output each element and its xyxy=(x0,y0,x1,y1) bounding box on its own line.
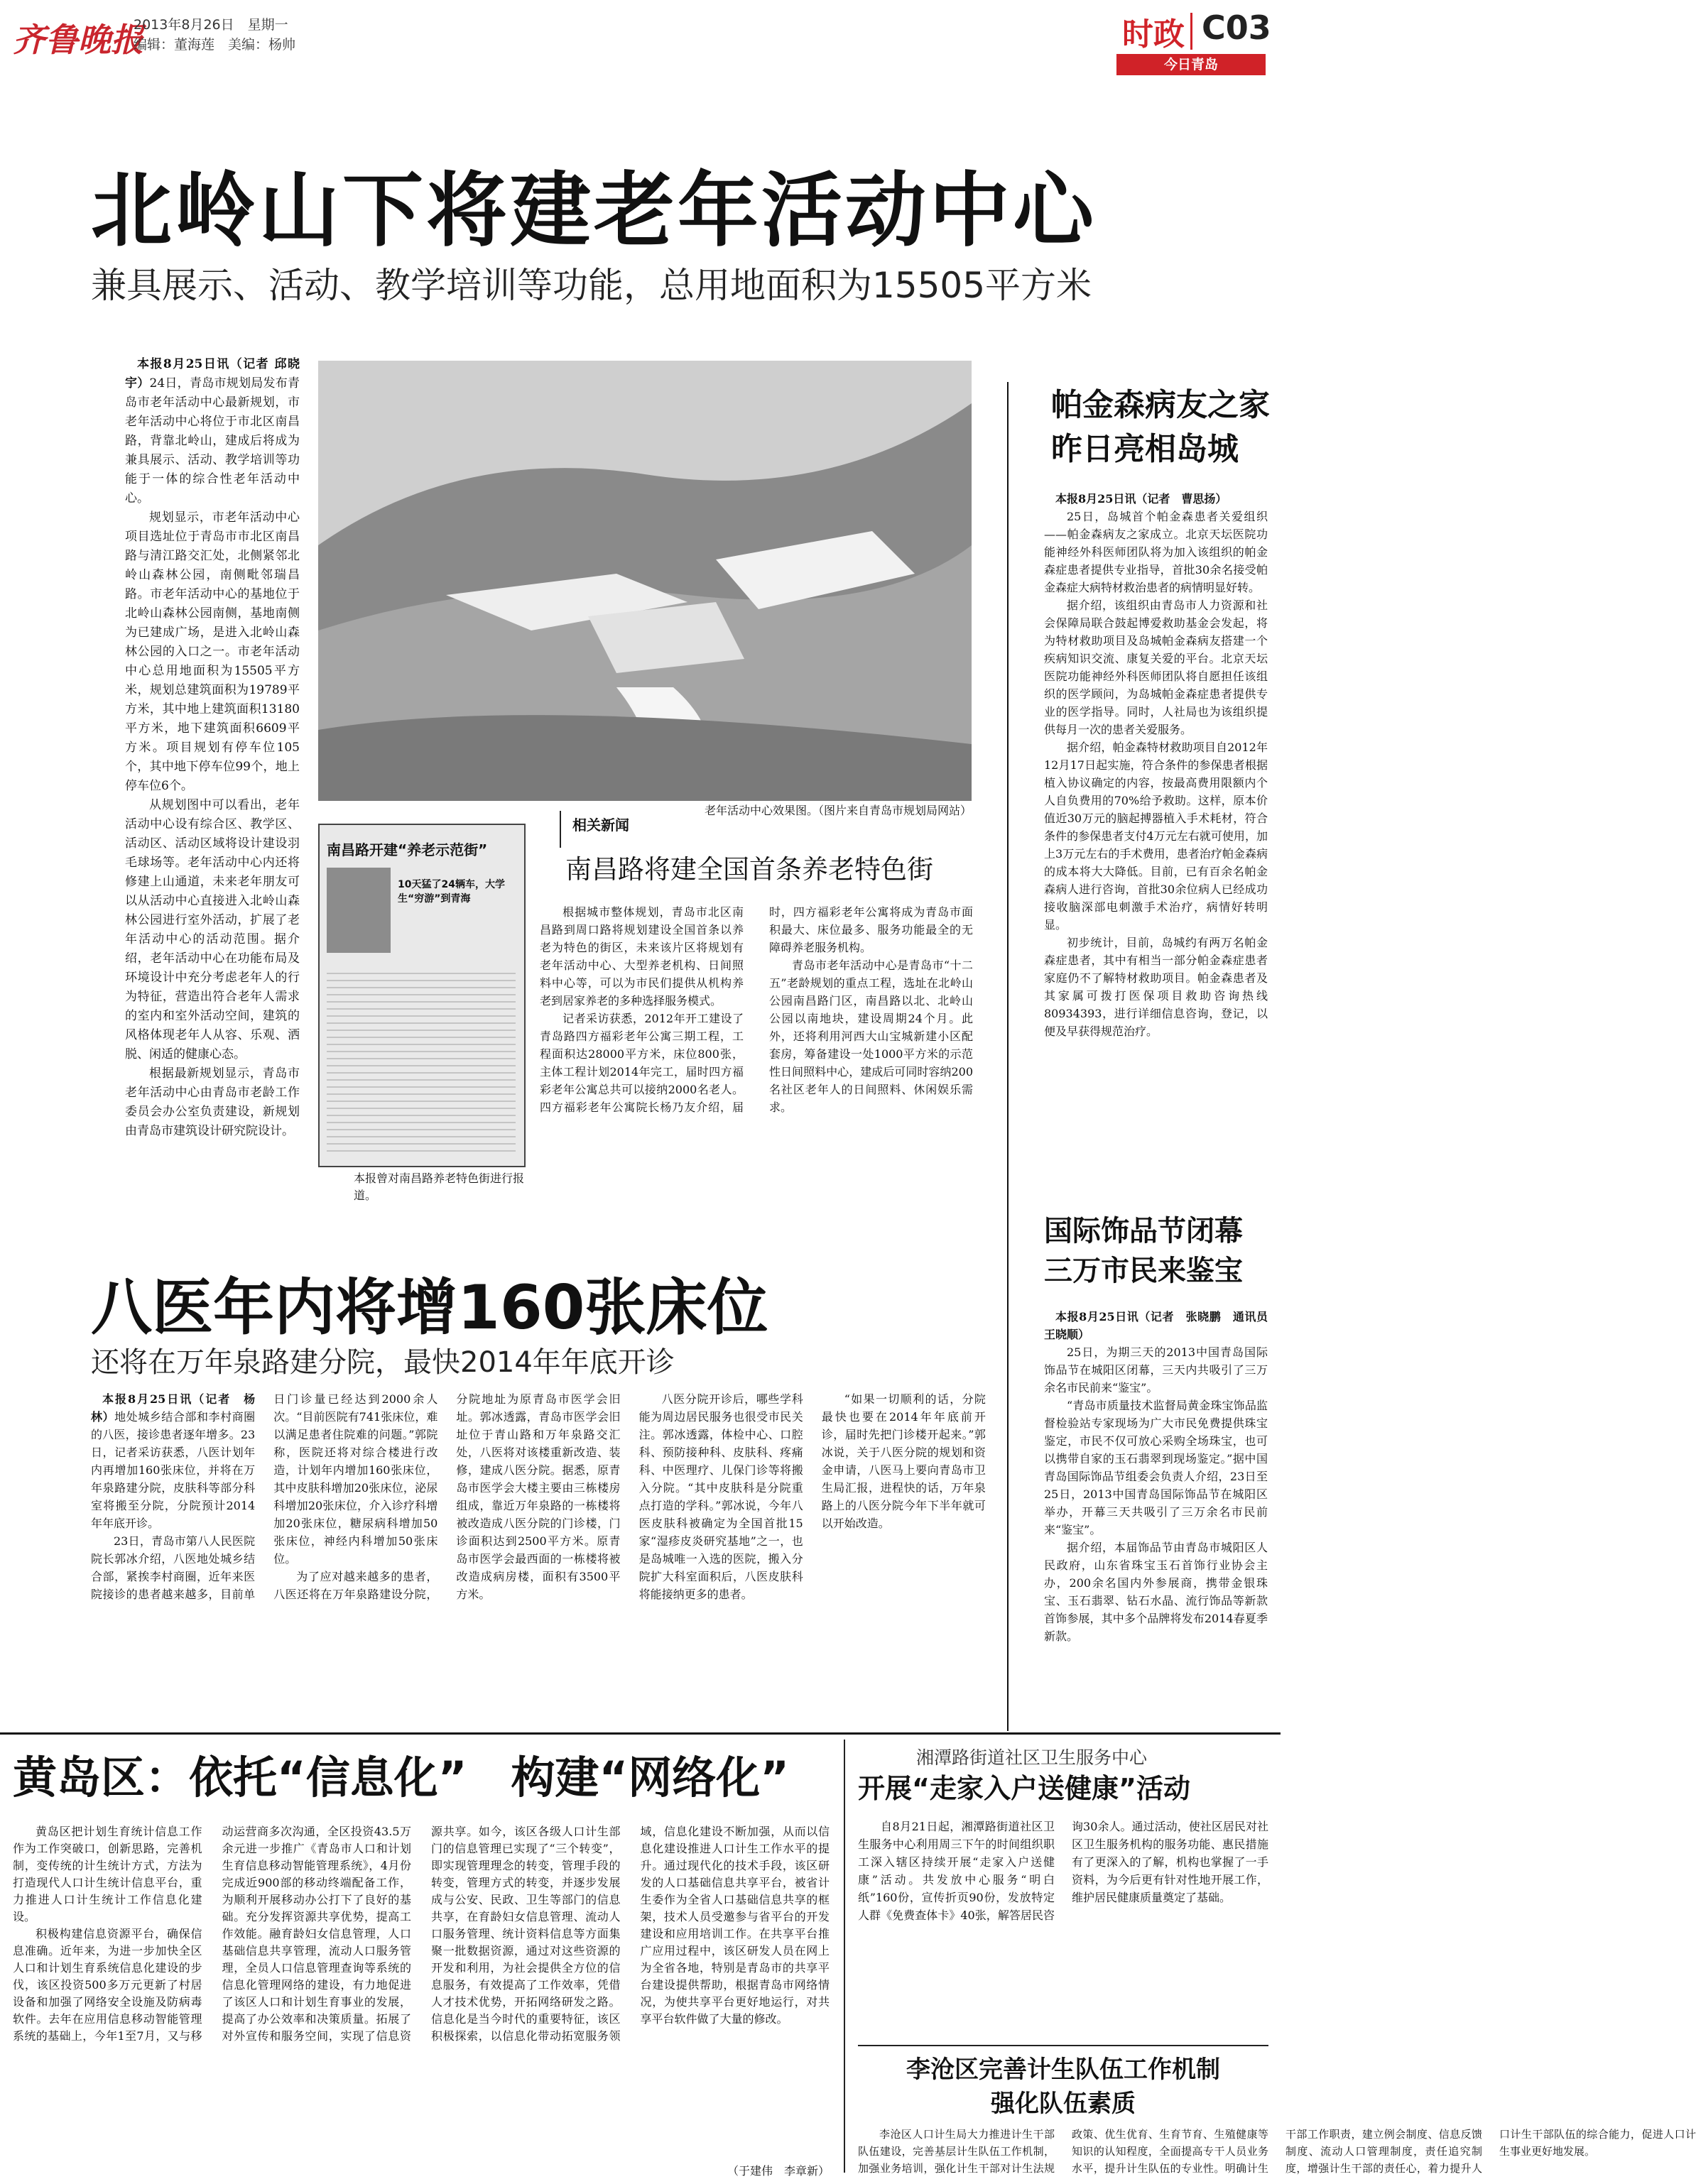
lead-byline: 本报8月25日讯（记者 邱晓宇） xyxy=(125,357,300,391)
hospital-byline: 本报8月25日讯（记者 杨林） xyxy=(91,1392,256,1424)
licang-divider xyxy=(858,2045,1268,2046)
inset-caption: 本报曾对南昌路养老特色街进行报道。 xyxy=(354,1172,525,1202)
jewelry-byline: 本报8月25日讯（记者 张晓鹏 通讯员 王晓顺） xyxy=(1044,1310,1280,1341)
clipping-inset xyxy=(318,824,526,1167)
xiangtan-headline: 开展“走家入户送健康”活动 xyxy=(858,1773,1190,1804)
xiangtan-kicker: 湘潭路街道社区卫生服务中心 xyxy=(916,1747,1148,1768)
section-divider xyxy=(1190,13,1192,50)
huangdao-body: 黄岛区把计划生育统计信息工作作为工作突破口，创新思路，完善机制，变传统的计生统计方式，方法为打造现代人口计生统计信息平台，重力推进人口计生统计工作信息化建设。 积极构建信息资源平台，确保信息准确。近年来，为进一步加快全区人口和计划生育系统信息化建设的步伐，该区投资500多万元更新了村居设备和加强了网络安全设施及防病毒软件。去年在应用信息移动智能管理系统的基础上，今年1至7月，又与移动运营商多次沟通，全区投资43.5万余元进一步推广《青岛市人口和计划生育信息移动智能管理系统》，4月份完成近900部的移动终端配备工作，为顺利开展移动办公打下了良好的基础。充分发挥资源共享优势，提高工作效能。融育龄妇女信息管理，人口基础信息共享管理，流动人口服务管理，全员人口信息管理查询等系统的信息化管理网络的建设，有力地促进了该区人口和计划生育事业的发展，提高了办公效率和决策质量。拓展了对外宣传和服务空间，实现了信息资源共享。如今，该区各级人口计生部门的信息管理已实现了“三个转变”，即实现管理理念的转变，管理手段的转变，管理方式的转变，并逐步发展成与公安、民政、卫生等部门的信息共享，在育龄妇女信息管理、流动人口服务管理、统计资料信息等方面集聚一批数据资源，通过对这些资源的开发和利用，为社会提供全方位的信息服务，有效提高了工作效率，凭借人才技术优势，开拓网络研发之路。信息化是当今时代的重要特征，该区积极探索，以信息化带动拓宽服务领域，信息化建设不断加强，从而以信息化建设推进人口计生工作水平的提升。通过现代化的技术手段，该区研发的人口基础信息共享平台，被省计生委作为全省人口基础信息共享的框架，技术人员受邀参与省平台的开发建设和应用培训工作。在共享平台推广应用过程中，该区研发人员在网上为全省各地，特别是青岛市的共享平台建设提供帮助，根据青岛市网络情况，为使共享平台更好地运行，对共享平台软件做了大量的修改。 xyxy=(13,1825,830,2043)
issue-date: 2013年8月26日 星期一 xyxy=(134,17,288,33)
bottom-section-rule xyxy=(0,1732,1281,1735)
right-column-rule xyxy=(1007,382,1009,1731)
clipping-subheadline: 10天猛了24辆车，大学生“穷游”到青海 xyxy=(398,879,505,905)
parkinson-byline: 本报8月25日讯（记者 曹思扬） xyxy=(1055,492,1227,506)
clipping-text-block xyxy=(327,967,516,1152)
licang-headline-2: 强化队伍素质 xyxy=(991,2090,1136,2118)
clipping-photo xyxy=(327,868,391,953)
rendering-image xyxy=(318,361,972,801)
parkinson-headline-1: 帕金森病友之家 xyxy=(1051,387,1270,423)
related-news-label: 相关新闻 xyxy=(572,817,629,834)
masthead xyxy=(0,0,1281,78)
licang-body: 李沧区人口计生局大力推进计生干部队伍建设，完善基层计生队伍工作机制，加强业务培训，强化计生干部对计生法规政策、优生优育、生育节育、生殖健康等知识的认知程度，全面提高专干人员业务水平，提升计生队伍的专业性。明确计生干部工作职责，建立例会制度、信息反馈制度、流动人口管理制度，责任追究制度，增强计生干部的责任心，着力提升人口计生干部队伍的综合能力，促进人口计生事业更好地发展。 xyxy=(858,2128,1696,2175)
jewelry-headline-1: 国际饰品节闭幕 xyxy=(1044,1215,1243,1247)
editors: 编辑：董海莲 美编：杨帅 xyxy=(134,37,296,53)
clipping-headline: 南昌路开建“养老示范街” xyxy=(327,841,488,858)
related-divider xyxy=(560,811,561,848)
lead-headline: 北岭山下将建老年活动中心 xyxy=(91,163,1097,258)
bottom-vertical-rule xyxy=(844,1740,845,2173)
newspaper-logo: 齐鲁晚报 xyxy=(13,21,143,59)
related-body: 根据城市整体规划，青岛市北区南昌路到周口路将规划建设全国首条以养老为特色的街区，未来该片区将规划有老年活动中心、大型养老机构、日间照料中心等，可以为市民们提供从机构养老到居家养老的多种选择服务模式。 记者采访获悉，2012年开工建设了青岛路四方福彩老年公寓三期工程，工程面积达28000平方米，床位800张，主体工程计划2014年完工，届时四方福彩老年公寓总共可以接纳2000名老人。四方福彩老年公寓院长杨乃友介绍，届时，四方福彩老年公寓将成为青岛市面积最大、床位最多、服务功能最全的无障碍养老服务机构。 青岛市老年活动中心是青岛市“十二五”老龄规划的重点工程，选址在北岭山公园南昌路门区，南昌路以北、北岭山公园以南地块，建设周期24个月。此外，还将利用河西大山宝城新建小区配套房，筹备建设一处1000平方米的示范性日间照料中心，建成后可同时容纳200名社区老年人的日间照料、休闲娱乐需求。 xyxy=(540,905,973,1114)
section-name: 时政 xyxy=(1122,16,1185,53)
xiangtan-body: 自8月21日起，湘潭路街道社区卫生服务中心利用周三下午的时间组织职工深入辖区持续开展“走家入户送健康”活动。共发放中心服务“明白纸”160份，宣传折页90份，发放特定人群《免费查体卡》40张，解答居民咨询30余人。通过活动，使社区居民对社区卫生服务机构的服务功能、惠民措施有了更深入的了解，机构也掌握了一手资料，为今后更有针对性地开展工作，维护居民健康质量奠定了基础。 xyxy=(858,1820,1268,1922)
jewelry-body: 本报8月25日讯（记者 张晓鹏 通讯员 王晓顺） 25日，为期三天的2013中国青岛国际饰品节在城阳区闭幕，三天内共吸引了三万余名市民前来“鉴宝”。 “青岛市质量技术监督局黄金珠宝饰品监督检验站专家现场为广大市民免费提供珠宝鉴定，市民不仅可放心采购全场珠宝，也可以携带自家的玉石翡翠到现场鉴定。”据中国青岛国际饰品节组委会负责人介绍，23日至25日，2013中国青岛国际饰品节在城阳区举办，开幕三天共吸引了三万余名市民前来“鉴宝”。 据介绍，本届饰品节由青岛市城阳区人民政府，山东省珠宝玉石首饰行业协会主办，200余名国内外参展商，携带金银珠宝、玉石翡翠、钻石水晶、流行饰品等新款首饰参展，其中多个品牌将发布2014春夏季新款。 xyxy=(1044,1310,1280,1643)
huangdao-headline: 黄岛区：依托“信息化” 构建“网络化” xyxy=(13,1752,789,1803)
parkinson-body: 本报8月25日讯（记者 曹思扬） 25日，岛城首个帕金森患者关爱组织——帕金森病友之家成立。北京天坛医院功能神经外科医师团队将为加入该组织的帕金森症患者提供专业指导，首批30余名接受帕金森症大病特材救治患者的病情明显好转。 据介绍，该组织由青岛市人力资源和社会保障局联合鼓起博爱救助基金会发起，将为特材救助项目及岛城帕金森病友搭建一个疾病知识交流、康复关爱的平台。北京天坛医院功能神经外科医师团队将自愿担任该组织的医学顾问，为岛城帕金森症患者提供专业的医学指导。同时，人社局也为该组织提供每月一次的患者关爱服务。 据介绍，帕金森特材救助项目自2012年12月17日起实施，符合条件的参保患者根据植入协议确定的内容，按最高费用限额内个人自负费用的70%给予救助。这样，原本价值近30万元的脑起搏器植入手术耗材，符合条件的参保患者支付4万元左右就可使用，加上3万元左右的手术费用，患者治疗帕金森病的成本将大大降低。目前，已有百余名帕金森病人进行咨询，首批30余位病人已经成功接收脑深部电刺激手术治疗，病情好转明显。 初步统计，目前，岛城约有两万名帕金森症患者，其中有相当一部分帕金森症患者家庭仍不了解特材救助项目。帕金森患者及其家属可拨打医保项目救助咨询热线80934393，进行详细信息咨询，登记，以便及早获得规范治疗。 xyxy=(1044,492,1268,1038)
lead-subheadline: 兼具展示、活动、教学培训等功能，总用地面积为15505平方米 xyxy=(91,265,1092,306)
licang-headline-1: 李沧区完善计生队伍工作机制 xyxy=(906,2055,1220,2084)
subsection-tab: 今日青岛 xyxy=(1116,54,1266,75)
hospital-subheadline: 还将在万年泉路建分院，最快2014年年底开诊 xyxy=(91,1346,675,1379)
lead-body-left: 本报8月25日讯（记者 邱晓宇）24日，青岛市规划局发布青岛市老年活动中心最新规划，市老年活动中心将位于市北区南昌路，背靠北岭山，建成后将成为兼具展示、活动、教学培训等功能于一体的综合性老年活动中心。 规划显示，市老年活动中心项目选址位于青岛市市北区南昌路与清江路交汇处，北侧紧邻北岭山森林公园，南侧毗邻瑞昌路。市老年活动中心的基地位于北岭山森林公园南侧，基地南侧为已建成广场，是进入北岭山森林公园的入口之一。市老年活动中心总用地面积为15505平方米，规划总建筑面积为19789平方米，其中地上建筑面积13180平方米，地下建筑面积6609平方米。项目规划有停车位105个，其中地下停车位99个，地上停车位6个。 从规划图中可以看出，老年活动中心设有综合区、教学区、活动区、活动区域将设计建设羽毛球场等。老年活动中心内还将修建上山通道，未来老年朋友可以从活动中心直接进入北岭山森林公园进行室外活动，扩展了老年活动中心的活动范围。据介绍，老年活动中心在功能布局及环境设计中充分考虑老年人的行为特征，营造出符合老年人需求的室内和室外活动空间，建筑的风格体现老年人从容、乐观、洒脱、闲适的健康心态。 根据最新规划显示，青岛市老年活动中心由青岛市老龄工作委员会办公室负责建设，新规划由青岛市建筑设计研究院设计。 xyxy=(125,357,300,1138)
activity-center-rendering xyxy=(318,361,972,801)
parkinson-headline-2: 昨日亮相岛城 xyxy=(1051,431,1239,467)
hospital-headline: 八医年内将增160张床位 xyxy=(91,1272,768,1343)
photo-caption: 老年活动中心效果图。（图片来自青岛市规划局网站） xyxy=(704,804,972,817)
related-headline: 南昌路将建全国首条养老特色街 xyxy=(565,854,933,885)
hospital-body: 本报8月25日讯（记者 杨林）地处城乡结合部和李村商圈的八医，接诊患者逐年增多。23日，记者采访获悉，八医计划年内再增加160张床位，并将在万年泉路建分院，皮肤科等部分科室将搬至分院，分院预计2014年年底开诊。 23日，青岛市第八人民医院院长郭冰介绍，八医地处城乡结合部，紧挨李村商圈，近年来医院接诊的患者越来越多，目前单日门诊量已经达到2000余人次。“目前医院有741张床位，难以满足患者住院难的问题。”郭院称，医院还将对综合楼进行改造，计划年内增加160张床位，其中皮肤科增加20张床位，泌尿科增加20张床位，介入诊疗科增加20张床位，糖尿病科增加50张床位，神经内科增加50张床位。 为了应对越来越多的患者，八医还将在万年泉路建设分院，分院地址为原青岛市医学会旧址。郭冰透露，青岛市医学会旧址位于青山路和万年泉路交汇处，八医将对该楼重新改造、装修，建成八医分院。据悉，原青岛市医学会大楼主要由三栋楼房组成，靠近万年泉路的一栋楼将被改造成八医分院的门诊楼，门诊面积达到2500平方米。原青岛市医学会最西面的一栋楼将被改造成病房楼，面积有3500平方米。 八医分院开诊后，哪些学科能为周边居民服务也很受市民关注。郭冰透露，体检中心、口腔科、预防接种科、皮肤科、疼痛科、中医理疗、儿保门诊等将搬入分院。“其中皮肤科是分院重点打造的学科。”郭冰说，今年八医皮肤科被确定为全国首批15家“湿疹皮炎研究基地”之一，也是岛城唯一入选的医院，搬入分院扩大科室面积后，八医皮肤科将能接纳更多的患者。 “如果一切顺利的话，分院最快也要在2014年年底前开诊，届时先把门诊楼开起来。”郭冰说，关于八医分院的规划和资金申请，八医马上要向青岛市卫生局汇报，进程快的话，万年泉路上的八医分院今年下半年就可以开始改造。 xyxy=(91,1392,986,1601)
huangdao-credit: （于建伟 李章新） xyxy=(727,2164,830,2178)
jewelry-headline-2: 三万市民来鉴宝 xyxy=(1044,1255,1243,1287)
page-number: C03 xyxy=(1202,9,1271,47)
